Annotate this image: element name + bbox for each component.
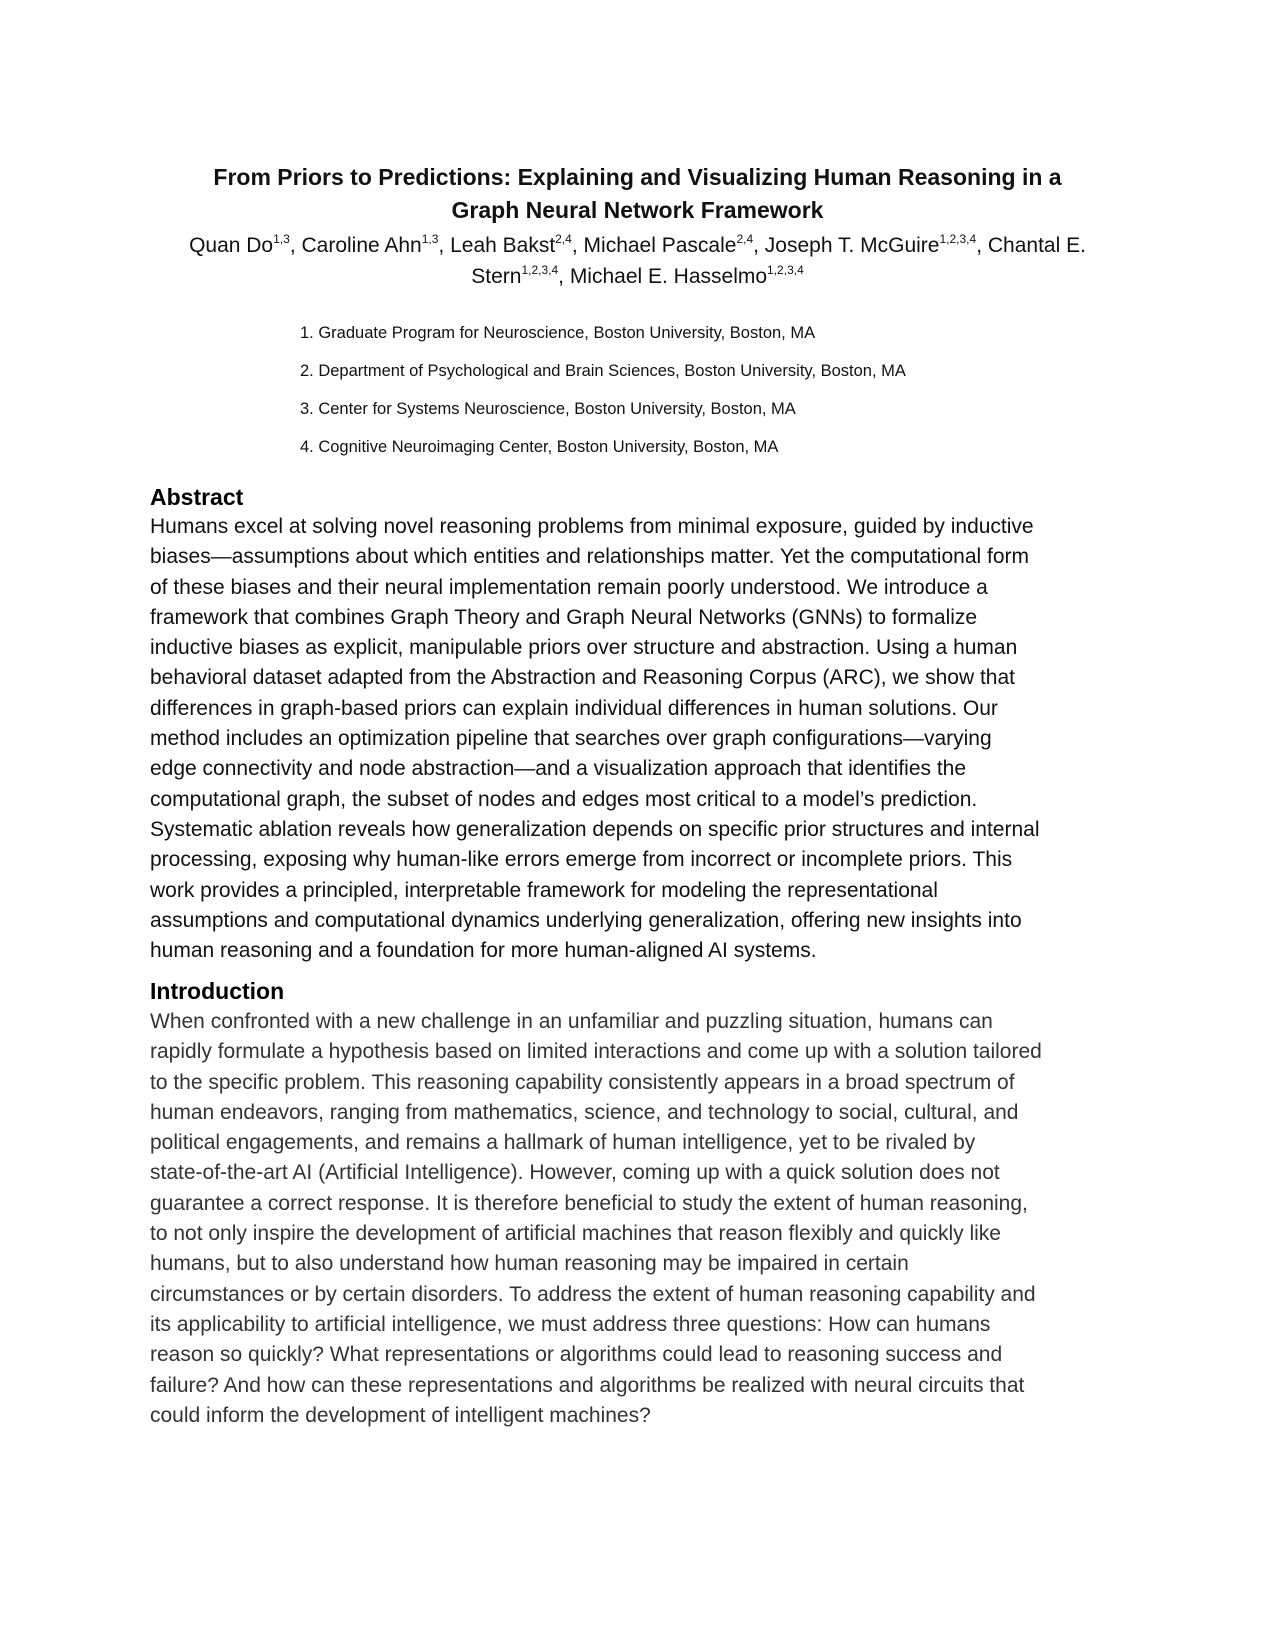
author-list [145,230,1130,292]
author-name: Quan Do [189,234,274,257]
abstract-line: behavioral dataset adapted from the Abstraction and Reasoning Corpus (ARC), we show that [150,666,1015,690]
introduction-line: reason so quickly? What representations or algorithms could lead to reasoning success and [150,1343,1003,1367]
introduction-heading: Introduction [150,978,285,1004]
introduction-line: to not only inspire the development of artificial machines that reason flexibly and quickly like [150,1222,1001,1246]
affiliation-item: 1. Graduate Program for Neuroscience, Boston University, Boston, MA [300,324,816,342]
introduction-line: failure? And how can these representations and algorithms be realized with neural circuits that [150,1373,1025,1397]
introduction-line: human endeavors, ranging from mathematics, science, and technology to social, cultural, and [150,1100,1019,1124]
author-separator: , [438,234,451,257]
author-separator: , [571,234,584,257]
affiliation-list [300,323,906,475]
author-affiliation-marker: 1,3 [273,232,290,246]
affiliation-item: 4. Cognitive Neuroimaging Center, Boston University, Boston, MA [300,438,779,456]
title-line: From Priors to Predictions: Explaining and Visualizing Human Reasoning in a [213,164,1062,190]
introduction-line: guarantee a correct response. It is therefore beneficial to study the extent of human reasoning, [150,1191,1028,1215]
author-affiliation-marker: 1,3 [421,232,439,246]
introduction-line: political engagements, and remains a hallmark of human intelligence, yet to be rivaled by [150,1131,976,1155]
paper-title [150,161,1125,227]
author-name: Michael Pascale [583,234,737,257]
introduction-line: its applicability to artificial intelligence, we must address three questions: How can humans [150,1312,991,1336]
introduction-body [150,1007,1135,1431]
introduction-line: rapidly formulate a hypothesis based on limited interactions and come up with a solution tailored [150,1040,1042,1064]
introduction-line: circumstances or by certain disorders. To address the extent of human reasoning capability and [150,1282,1036,1306]
abstract-line: Systematic ablation reveals how generalization depends on specific prior structures and internal [150,817,1040,841]
abstract-line: framework that combines Graph Theory and Graph Neural Networks (GNNs) to formalize [150,605,978,629]
abstract-line: method includes an optimization pipeline that searches over graph configurations—varying [150,727,992,751]
abstract-line: computational graph, the subset of nodes and edges most critical to a model’s prediction. [150,787,978,811]
author-separator: , [558,265,570,288]
author-name: Michael E. Hasselmo [569,265,768,288]
abstract-line: edge connectivity and node abstraction—and a visualization approach that identifies the [150,757,967,781]
abstract-line: differences in graph-based priors can explain individual differences in human solutions. Our [150,696,998,720]
author-separator: , [976,234,988,257]
abstract-line: inductive biases as explicit, manipulable priors over structure and abstraction. Using a human [150,636,1018,660]
introduction-line: to the specific problem. This reasoning capability consistently appears in a broad spectrum of [150,1070,1015,1094]
author-separator: , [289,234,302,257]
introduction-line: state-of-the-art AI (Artificial Intelligence). However, coming up with a quick solution does not [150,1161,1000,1185]
author-affiliation-marker: 2,4 [555,232,572,246]
title-line: Graph Neural Network Framework [451,197,824,223]
abstract-line: of these biases and their neural implementation remain poorly understood. We introduce a [150,575,988,599]
author-name: Chantal E. Stern [471,234,1086,288]
abstract-line: biases—assumptions about which entities and relationships matter. Yet the computational form [150,545,1029,569]
author-name: Caroline Ahn [301,234,422,257]
author-affiliation-marker: 1,2,3,4 [767,263,804,277]
abstract-body [150,512,1135,966]
introduction-line: could inform the development of intelligent machines? [150,1403,651,1427]
affiliation-item: 2. Department of Psychological and Brain Sciences, Boston University, Boston, MA [300,362,906,380]
abstract-line: human reasoning and a foundation for more human-aligned AI systems. [150,939,817,963]
author-affiliation-marker: 2,4 [736,232,754,246]
author-name: Joseph T. McGuire [764,234,940,257]
author-separator: , [753,234,765,257]
abstract-line: Humans excel at solving novel reasoning problems from minimal exposure, guided by inductive [150,515,1034,538]
introduction-line: humans, but to also understand how human reasoning may be impaired in certain [150,1252,909,1276]
abstract-line: processing, exposing why human-like errors emerge from incorrect or incomplete priors. This [150,848,1013,872]
abstract-line: work provides a principled, interpretable framework for modeling the representational [150,878,938,902]
abstract-line: assumptions and computational dynamics underlying generalization, offering new insights into [150,908,1022,932]
author-affiliation-marker: 1,2,3,4 [521,263,559,277]
author-name: Leah Bakst [450,234,556,257]
affiliation-item: 3. Center for Systems Neuroscience, Boston University, Boston, MA [300,400,796,418]
abstract-heading: Abstract [150,484,244,510]
introduction-line: When confronted with a new challenge in an unfamiliar and puzzling situation, humans can [150,1010,993,1033]
author-affiliation-marker: 1,2,3,4 [939,232,977,246]
